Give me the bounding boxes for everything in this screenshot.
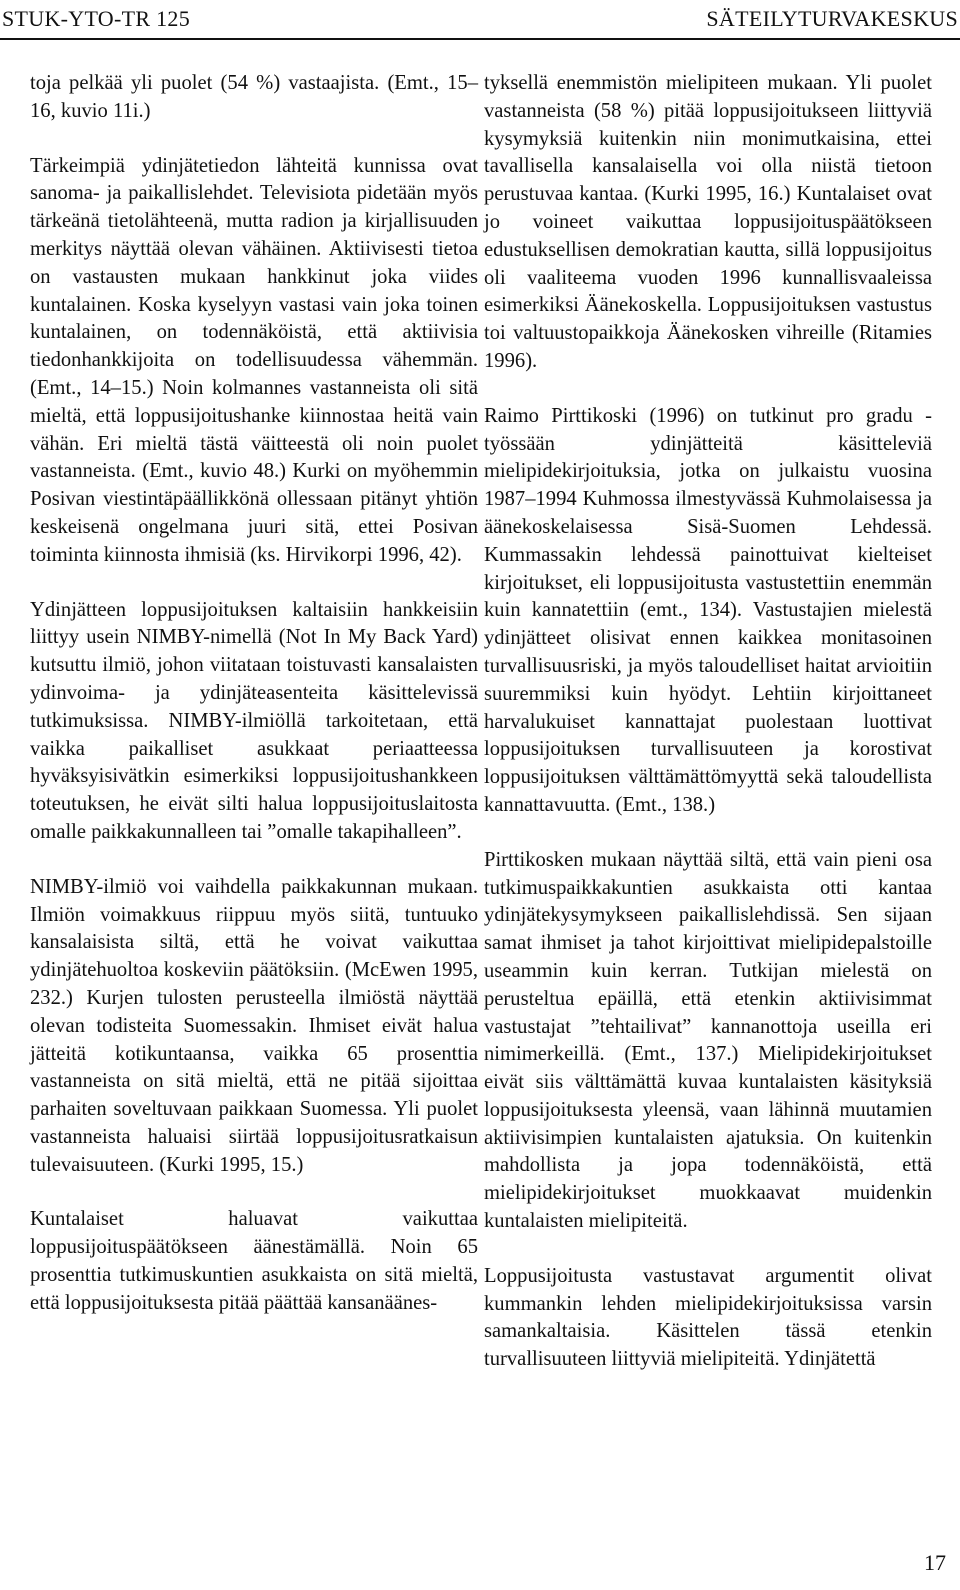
publisher-name: SÄTEILYTURVAKESKUS: [706, 6, 958, 31]
report-code: STUK-YTO-TR 125: [2, 6, 191, 31]
left-column: [30, 70, 478, 1318]
paragraph: Kuntalaiset haluavat vaikuttaa loppusijoituspäätökseen äänestämällä. Noin 65 prosenttia tutkimuskuntien asukkaista on sitä mieltä, että loppusijoituksesta pitää päättää kansanäänes-: [30, 1208, 478, 1314]
paragraph: tyksellä enemmistön mielipiteen mukaan. Yli puolet vastanneista (58 %) pitää loppusijoitukseen liittyviä kysymyksiä kuitenkin niin monimutkaisina, ettei tavallisella kansalaisella voi olla niistä tietoon perustuvaa kantaa. (Kurki 1995, 16.) Kuntalaiset ovat jo voineet vaikuttaa loppusijoituspäätökseen edustuksellisen demokratian kautta, sillä loppusijoitus oli vaaliteema vuoden 1996 kunnallisvaaleissa esimerkiksi Äänekoskella. Loppusijoituksen vastustus toi valtuustopaikkoja Äänekosken vihreille (Ritamies 1996).: [484, 72, 932, 372]
paragraph: Raimo Pirttikoski (1996) on tutkinut pro gradu -työssään ydinjätteitä käsitteleviä mielipidekirjoituksia, jotka on julkaistu vuosina 1987–1994 Kuhmossa ilmestyvässä Kuhmolaisessa ja äänekoskelaisessa Sisä-Suomen Lehdessä. Kummassakin lehdessä painottuivat kielteiset kirjoitukset, eli loppusijoitusta vastustettiin enemmän kuin kannatettiin (emt., 134). Vastustajien mielestä ydinjätteet olisivat ennen kaikkea monitasoinen turvallisuusriski, ja myös taloudelliset haitat arvioitiin suuremmiksi kuin hyödyt. Lehtiin kirjoittaneet harvalukuiset kannattajat puolestaan luottivat loppusijoituksen turvallisuuteen ja korostivat loppusijoituksen välttämättömyyttä sekä taloudellista kannattavuutta. (Emt., 138.): [484, 404, 932, 816]
page-number: 17: [924, 1550, 946, 1575]
paragraph: toja pelkää yli puolet (54 %) vastaajista. (Emt., 15–16, kuvio 11i.): [30, 72, 478, 122]
paragraph: Pirttikosken mukaan näyttää siltä, että vain pieni osa tutkimuspaikkakuntien asukkaista otti kantaa ydinjätekysymykseen paikallislehdissä. Sen sijaan samat ihmiset ja tahot kirjoittivat mielipidepalstoille useammin kuin kerran. Tutkijan mielestä on perusteltua epäillä, että etenkin aktiivisimmat vastustajat ”tehtailivat” kannanottoja useilla eri nimimerkeillä. (Emt., 137.) Mielipidekirjoitukset eivät siis välttämättä kuvaa kuntalaisten käsityksiä loppusijoituksesta yleensä, vaan lähinnä muutamien aktiivisimpien kuntalaisten ajatuksia. On kuitenkin mahdollista ja jopa todennäköistä, että mielipidekirjoitukset muokkaavat muidenkin kuntalaisten mielipiteitä.: [484, 848, 932, 1233]
paragraph: NIMBY-ilmiö voi vaihdella paikkakunnan mukaan. Ilmiön voimakkuus riippuu myös siitä, tuntuuko kansalaisista siltä, että he voivat vaikuttaa ydinjätehuoltoa koskeviin päätöksiin. (McEwen 1995, 232.) Kurjen tulosten perusteella ilmiöstä näyttää olevan todisteita Suomessakin. Ihmiset eivät halua jätteitä kotikuntaansa, vaikka 65 prosenttia vastanneista on sitä mieltä, että ne pitää sijoittaa parhaiten soveltuvaan paikkaan Suomessa. Yli puolet vastanneista haluaisi siirtää loppusijoitusratkaisun tulevaisuuteen. (Kurki 1995, 15.): [30, 875, 478, 1176]
paragraph: Ydinjätteen loppusijoituksen kaltaisiin hankkeisiin liittyy usein NIMBY-nimellä (Not In My Back Yard) kutsuttu ilmiö, johon viitataan toistuvasti kansalaisten ydinvoima- ja ydinjäteasenteita käsittelevissä tutkimuksissa. NIMBY-ilmiöllä tarkoitetaan, että vaikka paikalliset asukkaat periaatteessa hyväksyisivätkin esimerkiksi loppusijoitushankkeen toteutuksen, he eivät silti halua loppusijoituslaitosta omalle paikkakunnalleen tai ”omalle takapihalleen”.: [30, 598, 478, 843]
right-column: [484, 70, 932, 1374]
paragraph: Loppusijoitusta vastustavat argumentit olivat kummankin lehden mielipidekirjoituksissa varsin samankaltaisia. Käsittelen tässä etenkin turvallisuuteen liittyviä mielipiteitä. Ydinjätettä: [484, 1264, 932, 1371]
running-header: [0, 0, 960, 40]
paragraph: Tärkeimpiä ydinjätetiedon lähteitä kunnissa ovat sanoma- ja paikallislehdet. Televisiota pidetään myös tärkeänä tietolähteenä, mutta radion ja kirjallisuuden merkitys näyttää olevan vähäinen. Aktiivisesti tietoa on vastausten mukaan hankkinut joka viides kuntalainen. Koska kyselyyn vastasi vain joka toinen kuntalainen, on todennäköistä, että aktiivisia tiedonhankkijoita on todellisuudessa vähemmän. (Emt., 14–15.) Noin kolmannes vastanneista oli sitä mieltä, että loppusijoitushanke kiinnostaa heitä vain vähän. Eri mieltä tästä väitteestä oli noin puolet vastanneista. (Emt., kuvio 48.) Kurki on myöhemmin Posivan viestintäpäällikkönä ollessaan pitänyt yhtiön keskeisenä ongelmana juuri sitä, ettei Posivan toiminta kiinnosta ihmisiä (ks. Hirvikorpi 1996, 42).: [30, 154, 478, 566]
